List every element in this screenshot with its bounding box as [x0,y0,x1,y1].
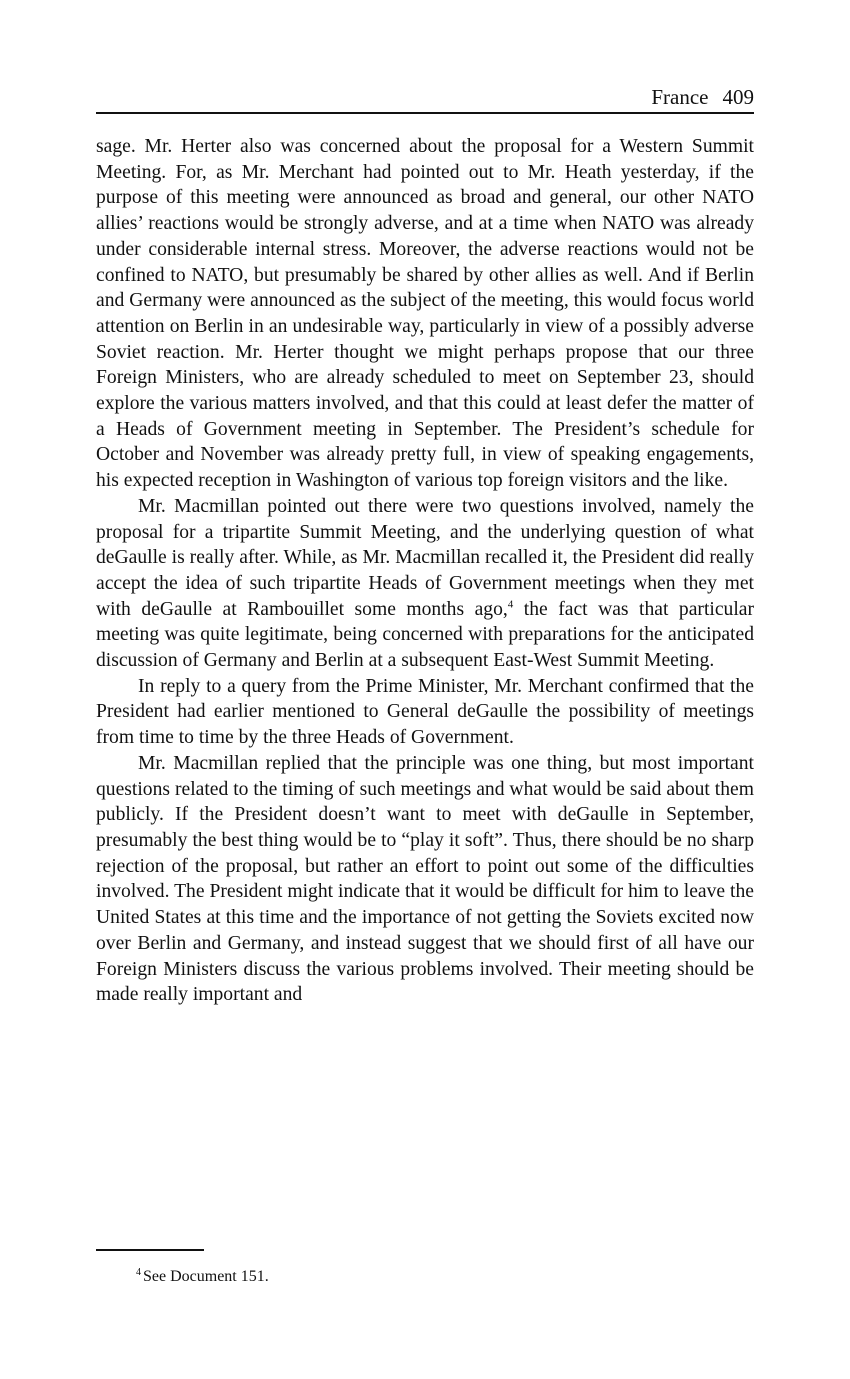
paragraph-4: Mr. Macmillan replied that the principle was one thing, but most important questions related to the timing of such meetings and what would be said about them publicly. If the President doesn’t want to meet with deGaulle in September, presumably the best thing would be to “play it soft”. Thus, there should be no sharp rejection of the proposal, but rather an effort to point out some of the difficulties involved. The President might indicate that it would be difficult for him to leave the United States at this time and the importance of not getting the Soviets excited now over Berlin and Germany, and instead suggest that we should first of all have our Foreign Ministers discuss the various problems involved. Their meeting should be made really important and [96,752,754,1006]
page-number: 409 [722,85,754,109]
running-head [96,84,754,114]
footnote-number: 4 [136,1266,141,1278]
paragraph-2-text-after: the fact was that particular meeting was quite legitimate, being concerned with preparations for the anticipated discussion of Germany and Berlin at a subsequent East-West Summit Meeting. [96,598,754,672]
running-head-text [651,84,754,110]
footnote [136,1267,269,1287]
footnote-text: See Document 151. [143,1268,269,1285]
running-head-section: France [651,85,709,109]
paragraph-1: sage. Mr. Herter also was concerned about the proposal for a Western Summit Meeting. For, as Mr. Merchant had pointed out to Mr. Heath yesterday, if the purpose of this meeting were announced as broad and general, our other NATO allies’ reactions would be strongly adverse, and at a time when NATO was already under considerable internal stress. Moreover, the adverse reactions would not be confined to NATO, but presumably be shared by other allies as well. And if Berlin and Germany were announced as the subject of the meeting, this would focus world attention on Berlin in an undesirable way, particularly in view of a possibly adverse Soviet reaction. Mr. Herter thought we might perhaps propose that our three Foreign Ministers, who are already scheduled to meet on September 23, should explore the various matters involved, and that this could at least defer the matter of a Heads of Government meeting in September. The President’s schedule for October and November was already pretty full, in view of speaking engagements, his expected reception in Washington of various top foreign visitors and the like. [96,136,754,492]
paragraph-2-text-before: Mr. Macmillan pointed out there were two questions involved, namely the proposal for a tripartite Summit Meeting, and the underlying question of what deGaulle is really after. While, as Mr. Macmillan recalled it, the President did really accept the idea of such tripartite Heads of Government meetings when they met with deGaulle at Rambouillet some months ago, [96,495,754,620]
paragraph-2 [96,494,754,674]
body-text [96,134,754,1008]
footnote-divider [96,1249,204,1251]
paragraph-3: In reply to a query from the Prime Minister, Mr. Merchant confirmed that the President had earlier mentioned to General deGaulle the possibility of meetings from time to time by the three Heads of Government. [96,675,754,749]
footnote-reference[interactable]: 4 [507,598,514,611]
